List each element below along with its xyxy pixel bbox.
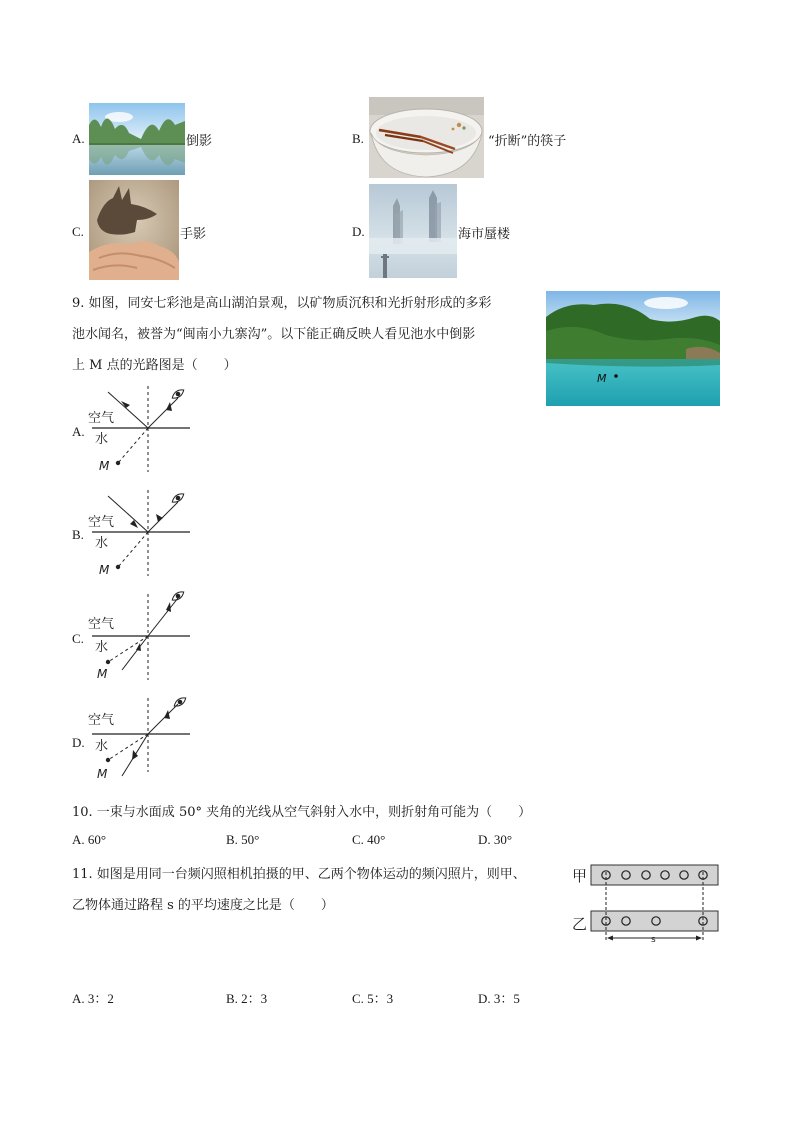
option-letter: B. <box>72 527 84 542</box>
q11-option-c: C. 5：3 <box>352 991 394 1006</box>
chopsticks-bowl-photo <box>369 97 484 178</box>
q10-option-a: A. 60° <box>72 832 107 847</box>
q11-line-2: 乙物体通过路程 s 的平均速度之比是（ ） <box>72 898 334 913</box>
q11-option-b: B. 2：3 <box>226 991 268 1006</box>
q10-stem: 10. 一束与水面成 50° 夹角的光线从空气斜射入水中，则折射角可能为（ ） <box>72 805 532 820</box>
svg-text:M: M <box>99 459 110 473</box>
q11-line-1: 11. 如图是用同一台频闪照相机拍摄的甲、乙两个物体运动的频闪照片，则甲、 <box>72 867 526 882</box>
option-caption: “折断”的筷子 <box>488 134 567 149</box>
option-letter: A. <box>72 131 85 146</box>
svg-text:空气: 空气 <box>88 617 115 632</box>
svg-text:空气: 空气 <box>88 713 115 728</box>
q10-option-c: C. 40° <box>352 832 386 847</box>
svg-text:水: 水 <box>95 640 109 655</box>
option-letter: C. <box>72 631 84 646</box>
option-letter: D. <box>352 224 365 239</box>
strobe-photo-figure <box>570 858 722 948</box>
svg-text:空气: 空气 <box>88 515 115 530</box>
svg-text:水: 水 <box>95 536 109 551</box>
q10-option-b: B. 50° <box>226 832 260 847</box>
q11-option-d: D. 3：5 <box>478 991 520 1006</box>
svg-text:乙: 乙 <box>572 915 588 933</box>
option-caption: 海市蜃楼 <box>458 227 511 242</box>
lake-photo <box>546 291 720 406</box>
reflection-photo <box>89 103 185 175</box>
svg-text:M: M <box>99 563 110 577</box>
option-letter: C. <box>72 224 84 239</box>
svg-text:M: M <box>97 667 108 681</box>
q10-option-d: D. 30° <box>478 832 513 847</box>
option-letter: B. <box>352 131 364 146</box>
hand-shadow-photo <box>89 180 179 280</box>
svg-text:水: 水 <box>95 739 109 754</box>
svg-text:s: s <box>651 935 656 945</box>
svg-text:甲: 甲 <box>572 867 588 885</box>
option-caption: 倒影 <box>186 134 213 149</box>
mirage-photo <box>369 184 457 278</box>
svg-text:水: 水 <box>95 432 109 447</box>
svg-text:空气: 空气 <box>88 411 115 426</box>
ray-diagram-d <box>86 692 196 788</box>
ray-diagram-a <box>86 380 196 476</box>
ray-diagram-b <box>86 484 196 580</box>
q9-line-2: 池水闻名，被誉为“闽南小九寨沟”。以下能正确反映人看见池水中倒影 <box>72 327 476 342</box>
q9-line-1: 9. 如图，同安七彩池是高山湖泊景观，以矿物质沉积和光折射形成的多彩 <box>72 296 492 311</box>
photo-point-label: M <box>597 372 607 385</box>
q9-line-3: 上 M 点的光路图是（ ） <box>72 358 237 373</box>
q11-option-a: A. 3：2 <box>72 991 114 1006</box>
svg-text:M: M <box>97 767 108 781</box>
option-letter: D. <box>72 735 85 750</box>
option-caption: 手影 <box>180 227 207 242</box>
ray-diagram-c <box>86 588 196 684</box>
option-letter: A. <box>72 424 85 439</box>
